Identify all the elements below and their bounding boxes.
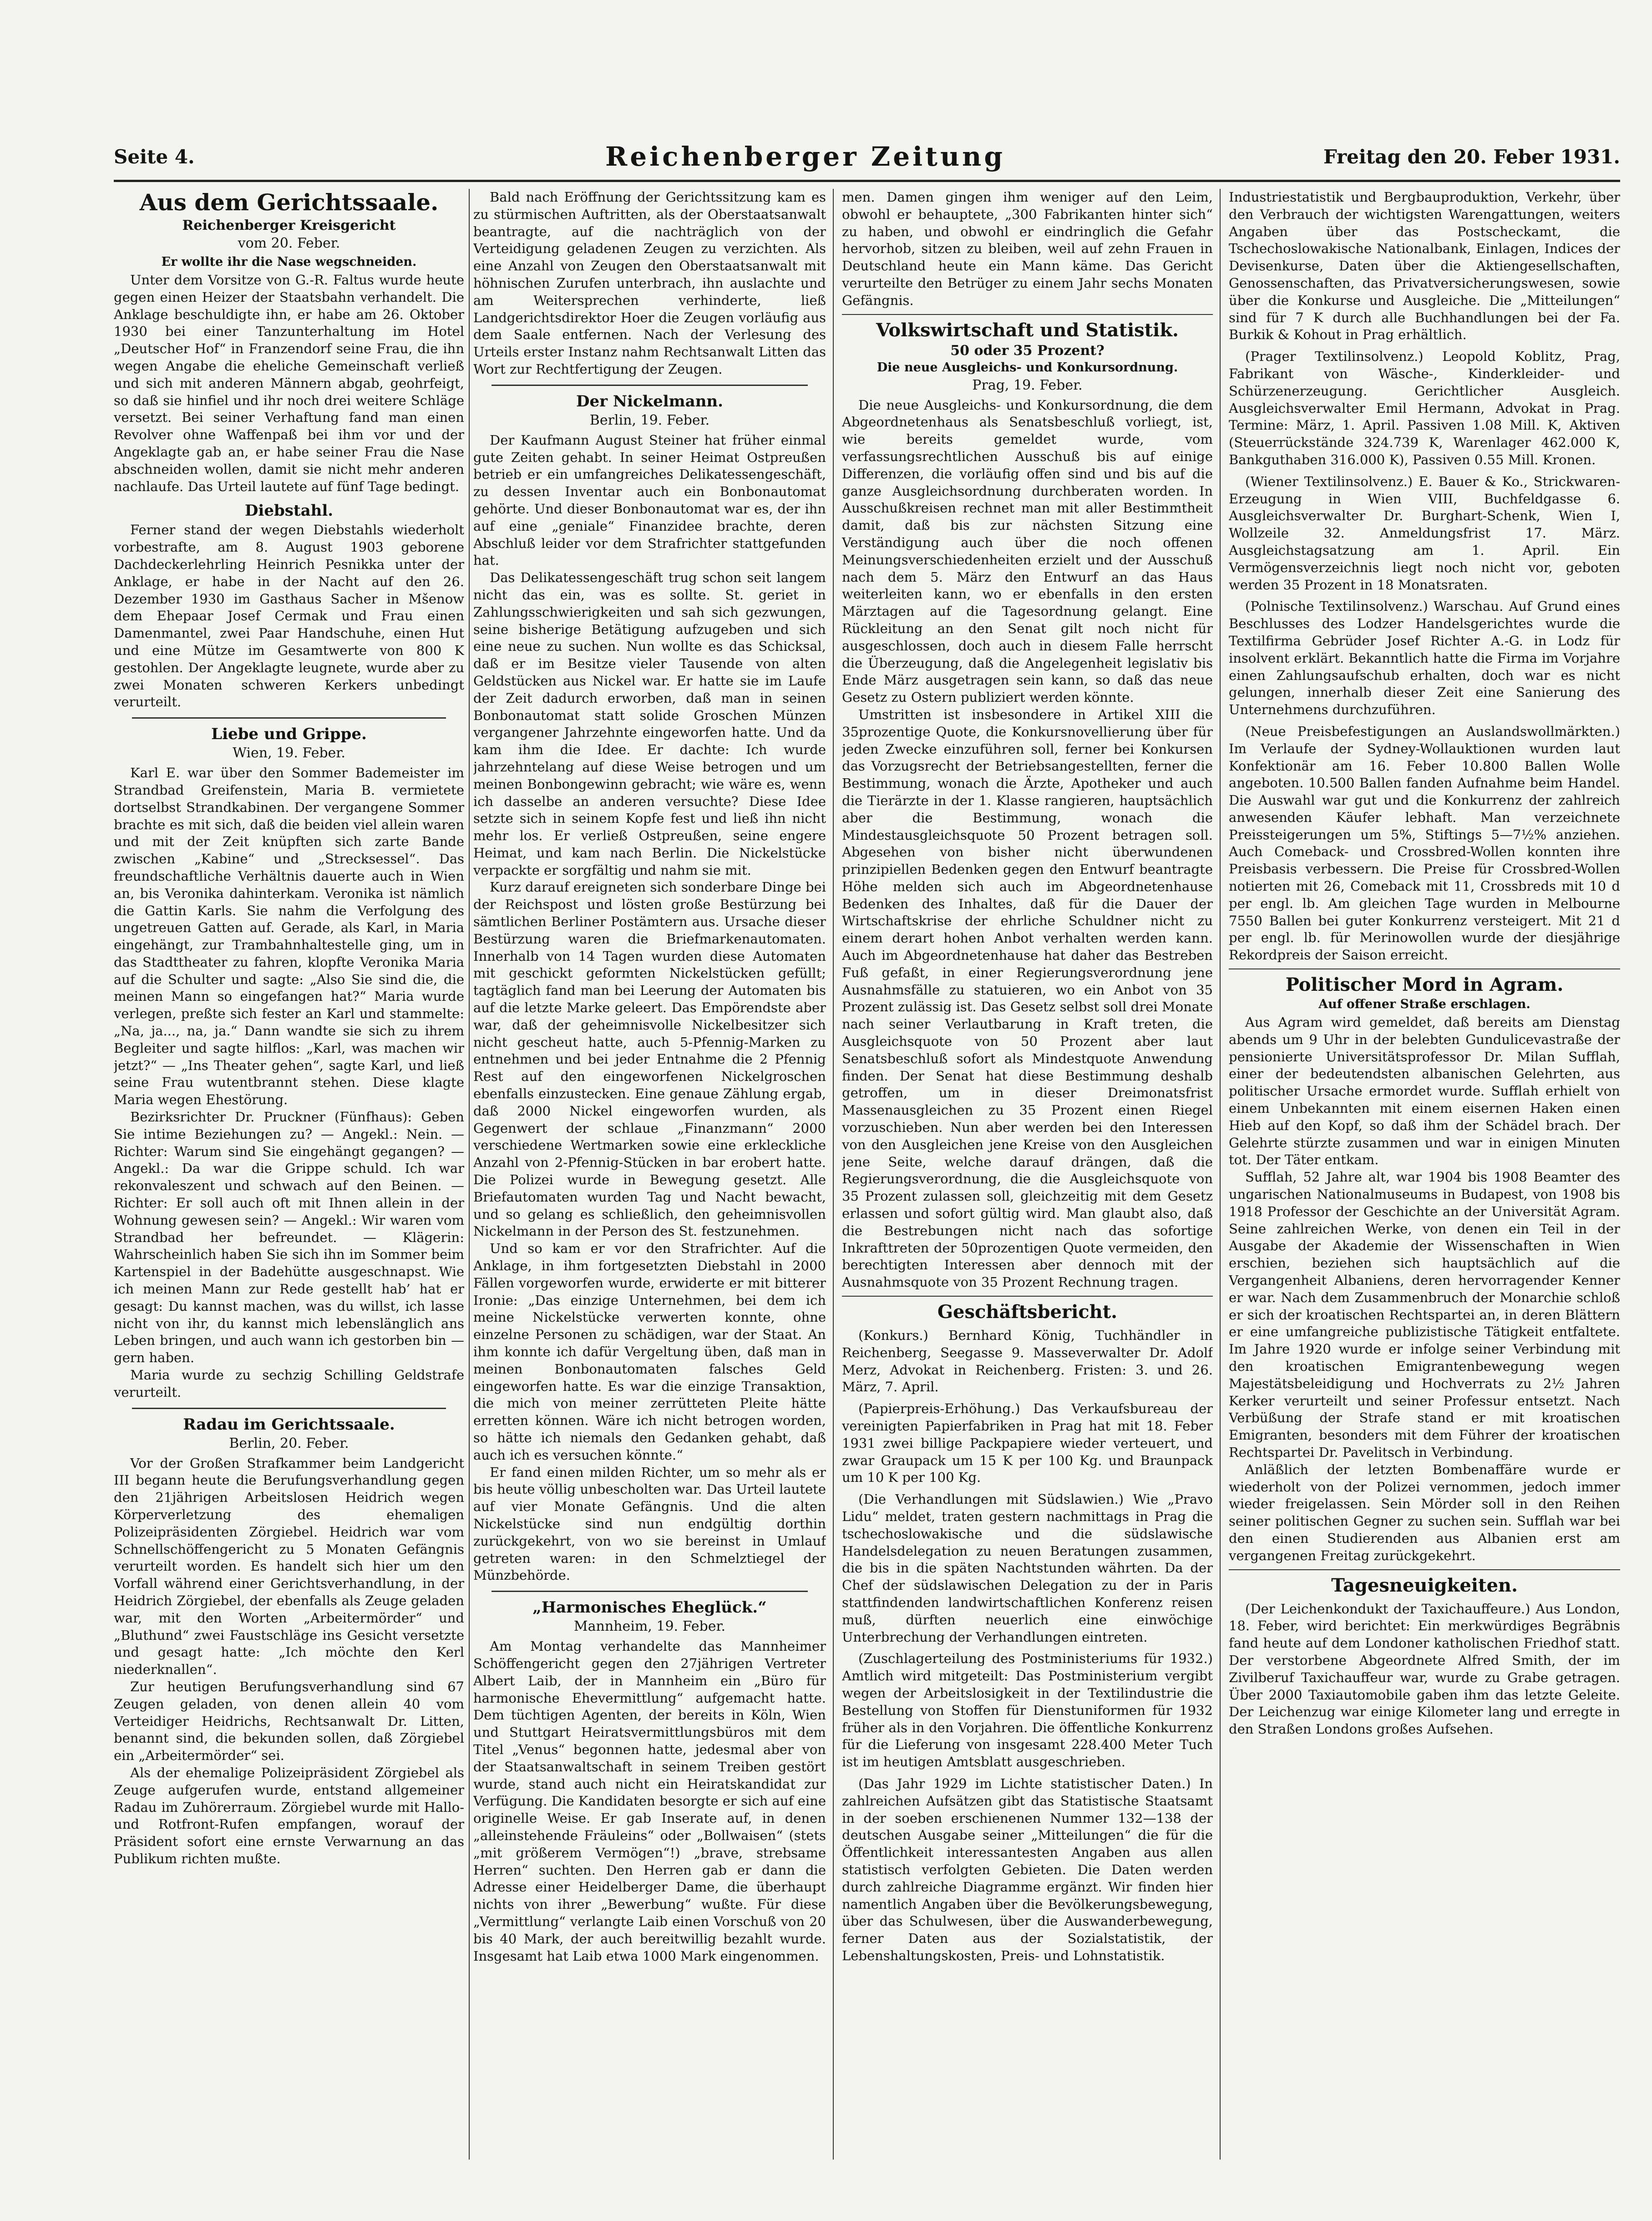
column-rule xyxy=(469,189,470,2160)
section-title: Volkswirtschaft und Statistik. xyxy=(876,319,1179,341)
article-paragraph: Und so kam er vor den Strafrichter. Auf die Anklage, in ihm fortgesetzten Diebstahl in 2000 Fällen vorgeworfen wurde, erwiderte er mit bitterer Ironie: „Das einzige Unternehmen, bei dem ich meine Nickelstücke verwerten konnte, ohne einzelne Personen zu schädigen, war der Staat. An ihm konnte ich dafür Vergeltung üben, daß man in meinen Bonbonautomaten falsches Geld eingeworfen hatte. Es war die einzige Transaktion, die mich von meiner zerrütteten Pleite hätte erretten können. Wäre ich nicht betrogen worden, so hätte ich niemals den Gedanken gehabt, daß auch ich es versuchen könnte.“ xyxy=(473,1241,826,1463)
divider xyxy=(842,1296,1213,1297)
court-title: Reichenberger Kreisgericht xyxy=(182,218,396,233)
article-paragraph: (Die Verhandlungen mit Südslawien.) Wie „Pravo Lidu“ meldet, traten gestern nachmittags in Prag die tschechoslowakische und die südslawische Handelsdelegation zu neuen Beratungen zusammen, die bis in die späten Nachtstunden währten. Da der Chef der südslawischen Delegation zu der in Paris stattfindenden landwirtschaftlichen Konferenz reisen muß, dürften neuerlich eine einwöchige Unterbrechung der Verhandlungen eintreten. xyxy=(842,1491,1213,1645)
article-paragraph: (Neue Preisbefestigungen an Auslandswollmärkten.) Im Verlaufe der Sydney-Wollauktionen wurden laut Konfektionär am 16. Feber 10.800 Ballen Wolle angeboten. 10.500 Ballen fanden Aufnahme beim Handel. Die Auswahl war gut und die Konkurrenz der zahlreich anwesenden Käufer lebhaft. Man verzeichnete Preissteigerungen um 5%, Stiftings 5—7½% anziehen. Auch Comeback- und Crossbred-Wollen konnten ihre Preisbasis verbessern. Die Preise für Crossbred-Wollen notierten mit 26, Comeback mit 11, Crossbreds mit 10 d per engl. lb. Am gleichen Tage wurden in Melbourne 7550 Ballen bei guter Konkurrenz versteigert. Mit 21 d per engl. lb. für Merinowollen wurde der diesjährige Rekordpreis der Saison erreicht. xyxy=(1229,723,1620,963)
article-title: Der Nickelmann. xyxy=(576,392,723,411)
article-paragraph: Die neue Ausgleichs- und Konkursordnung, die dem Abgeordnetenhaus als Senatsbeschluß vorliegt, ist, wie bereits gemeldet wurde, vom verfassungsrechtlichen Ausschuß bis auf einige Differenzen, die vorläufig offen sind und bis auf die ganze Ausgleichsordnung durchberaten worden. In Ausschußkreisen rechnet man mit aller Bestimmtheit damit, daß bis zur nächsten Sitzung eine Verständigung auch über die noch offenen Meinungsverschiedenheiten erzielt und der Ausschuß nach dem 5. März den Entwurf an das Haus weiterleiten kann, wo er ebenfalls in den ersten Märztagen auf die Tagesordnung gelangt. Eine Rückleitung an den Senat gilt noch nicht für ausgeschlossen, doch auch in diesem Falle herrscht die Überzeugung, daß die Angelegenheit legislativ bis Ende März ausgetragen sein kann, so daß das neue Gesetz zu Ostern publiziert werden könnte. xyxy=(842,397,1213,705)
issue-date: Freitag den 20. Feber 1931. xyxy=(1323,146,1620,168)
article-paragraph: Zur heutigen Berufungsverhandlung sind 67 Zeugen geladen, von denen allein 40 vom Verteidiger Heidrichs, Rechtsanwalt Dr. Litten, benannt sind, die bekunden sollen, daß Zörgiebel ein „Arbeitermörder“ sei. xyxy=(114,1678,464,1764)
column-1 xyxy=(114,189,464,2160)
article-title: Er wollte ihr die Nase wegschneiden. xyxy=(161,255,417,269)
article-paragraph: Sufflah, 52 Jahre alt, war 1904 bis 1908 Beamter des ungarischen Nationalmuseums in Budapest, von 1908 bis 1918 Professor der Geschichte an der Universität Agram. Seine zahlreichen Werke, von denen ein Teil in der Ausgabe der Akademie der Wissenschaften in Wien erschien, beziehen sich hauptsächlich auf die Vergangenheit Albaniens, deren hervorragender Kenner er war. Nach dem Zusammenbruch der Monarchie schloß er sich der kroatischen Rechtspartei an, in deren Blättern er eine umfangreiche publizistische Tätigkeit entfaltete. Im Jahre 1920 wurde er infolge seiner Verbindung mit den kroatischen Emigrantenbewegung wegen Majestätsbeleidigung und Hochverrats zu 2½ Jahren Kerker verurteilt und seiner Professur entsetzt. Nach Verbüßung der Strafe stand er mit kroatischen Emigranten, besonders mit dem Führer der kroatischen Rechtspartei Dr. Pavelitsch in Verbindung. xyxy=(1229,1169,1620,1460)
article-paragraph: Unter dem Vorsitze von G.-R. Faltus wurde heute gegen einen Heizer der Staatsbahn verhandelt. Die Anklage beschuldigte ihn, er habe am 26. Oktober 1930 bei einer Tanzunterhaltung im Hotel „Deutscher Hof“ in Franzendorf seine Frau, die ihn wegen Angabe die eheliche Gemeinschaft verließ und sich mit anderen Männern abgab, geohrfeigt, so daß sie hinfiel und ihr noch drei weitere Schläge versetzt. Bei seiner Verhaftung fand man einen Revolver ohne Waffenpaß bei ihm vor und der Angeklagte gab an, er habe seiner Frau die Nase abschneiden wollen, damit sie nicht mehr anderen nachlaufe. Das Urteil lautete auf fünf Tage bedingt. xyxy=(114,272,464,494)
article-paragraph: (Der Leichenkondukt der Taxichauffeure.) Aus London, 18. Feber, wird berichtet: Ein merkwürdiges Begräbnis fand heute auf dem Londoner katholischen Friedhof statt. Der verstorbene Abgeordnete Alfred Smith, der im Zivilberuf Taxichauffeur war, wurde zu Grabe getragen. Über 2000 Taxiautomobile gaben ihm das letzte Geleite. Der Leichenzug war einige Kilometer lang und erregte in den Straßen Londons großes Aufsehen. xyxy=(1229,1601,1620,1737)
article-paragraph: Maria wurde zu sechzig Schilling Geldstrafe verurteilt. xyxy=(114,1367,464,1400)
court-date: vom 20. Feber. xyxy=(238,235,340,251)
dateline: Wien, 19. Feber. xyxy=(233,745,345,761)
article-paragraph: Der Kaufmann August Steiner hat früher einmal gute Zeiten gehabt. In seiner Heimat Ostpreußen betrieb er ein umfangreiches Delikatessengeschäft, zu dessen Inventar auch ein Bonbonautomat gehörte. Und dieser Bonbonautomat war es, der ihn auf eine „geniale“ Finanzidee brachte, deren Abschluß leider vor dem Strafrichter stattgefunden hat. xyxy=(473,432,826,568)
article-paragraph: (Konkurs.) Bernhard König, Tuchhändler in Reichenberg, Seegasse 9. Masseverwalter Dr. Adolf Merz, Advokat in Reichenberg. Fristen: 3. und 26. März, 7. April. xyxy=(842,1328,1213,1395)
section-title: Tagesneuigkeiten. xyxy=(1331,1574,1518,1596)
article-paragraph: Umstritten ist insbesondere in Artikel XIII die 35prozentige Quote, die Konkursnovellierung über für jeden Zwecke einzuführen soll, ferner bei Konkursen das Vorzugsrecht der Betriebsangestellten, ferner die Bestimmung, wonach die Ärzte, Apotheker und auch die Tierärzte in der 1. Klasse rangieren, hauptsächlich aber die Bestimmung, wonach die Mindestausgleichsquote 50 Prozent betragen soll. Abgesehen von bisher nicht überwundenen prinzipiellen Bedenken gegen den Entwurf beantragte Höhe melden sich auch im Abgeordnetenhause Bedenken des Inhaltes, daß für die Dauer der Wirtschaftskrise der ehrliche Schuldner nicht zu einem derart hohen Anbot verhalten werden kann. Auch im Abgeordnetenhause hat daher das Bestreben Fuß gefaßt, in einer Regierungsverordnung jene Ausnahmsfälle zu statuieren, wo ein Anbot von 35 Prozent zulässig ist. Das Gesetz selbst soll drei Monate nach seiner Verlautbarung in Kraft treten, die Ausgleichsquote von 50 Prozent aber laut Senatsbeschluß sofort als Mindestquote Anwendung finden. Der Senat hat diese Bestimmung deshalb getroffen, um in dieser Dreimonatsfrist Massenausgleichen zu 35 Prozent einen Riegel vorzuschieben. Nun aber werden bei den Interessen von den Ausgleichen jene Kreise von den Ausgleichen jene Seite, welche darauf drängen, daß die Regierungsverordnung, die die Ausgleichsquote von 35 Prozent zulassen soll, gleichzeitig mit dem Gesetz erlassen und sofort gültig wird. Man glaubt also, daß die Bestrebungen nicht nach das sofortige Inkrafttreten der 50prozentigen Quote vermeiden, den berechtigten Interessen aber dennoch mit der Ausnahmsquote von 35 Prozent Rechnung tragen. xyxy=(842,706,1213,1290)
divider xyxy=(1229,1569,1620,1570)
column-3 xyxy=(842,189,1213,2160)
article-paragraph: Ferner stand der wegen Diebstahls wiederholt vorbestrafte, am 8. August 1903 geborene Dachdeckerlehrling Heinrich Pesnikka unter der Anklage, er habe in der Nacht auf den 26. Dezember 1930 im Gasthaus Sacher in Mšenow dem Ehepaar Josef Cermak und Frau einen Damenmantel, zwei Paar Handschuhe, einen Hut und eine Mütze im Gesamtwerte von 800 K gestohlen. Der Angeklagte leugnete, wurde aber zu zwei Monaten schweren Kerkers unbedingt verurteilt. xyxy=(114,522,464,710)
dateline: Prag, 19. Feber. xyxy=(972,377,1083,393)
article-paragraph: (Papierpreis-Erhöhung.) Das Verkaufsbureau der vereinigten Papierfabriken in Prag hat mit 18. Feber 1931 zwei billige Packpapiere wieder verteuert, und zwar Graupack um 15 K per 100 Kg. und Braunpack um 10 K per 100 Kg. xyxy=(842,1401,1213,1486)
article-paragraph: (Zuschlagerteilung des Postministeriums für 1932.) Amtlich wird mitgeteilt: Das Postministerium vergibt wegen der Arbeitslosigkeit in der Textilindustrie die Bestellung von Stoffen für Dienstuniformen für 1932 früher als in den Vorjahren. Die öffentliche Konkurrenz für die Lieferung von insgesamt 228.400 Meter Tuch ist im heutigen Amtsblatt ausgeschrieben. xyxy=(842,1651,1213,1770)
article-paragraph: Das Delikatessengeschäft trug schon seit langem nicht das ein, was es sollte. St. geriet in Zahlungsschwierigkeiten und sah sich gezwungen, seine bisherige Betätigung aufzugeben und sich eine neue zu suchen. Nun wollte es das Schicksal, daß er im Besitze vieler Tausende von alten Geldstücken aus Nickel war. Er hatte sie im Laufe der Zeit dadurch erworben, daß man in seinen Bonbonautomat statt solide Groschen Münzen vergangener Jahrzehnte eingeworfen hatte. Und da kam ihm die Idee. Er dachte: Ich wurde jahrzehntelang auf diese Weise betrogen und um meinen Bonbongewinn gebracht; wie wäre es, wenn ich dasselbe an anderen versuchte? Diese Idee setzte sich in seinem Kopfe fest und ließ ihn nicht mehr los. Er verließ Ostpreußen, seine engere Heimat, und kam nach Berlin. Die Nickelstücke verpackte er sorgfältig und nahm sie mit. xyxy=(473,570,826,878)
divider xyxy=(132,717,446,719)
dateline: Berlin, 20. Feber. xyxy=(229,1435,349,1451)
article-title: Liebe und Grippe. xyxy=(211,725,367,744)
article-title: Diebstahl. xyxy=(244,502,334,520)
article-paragraph: Kurz darauf ereigneten sich sonderbare Dinge bei der Reichspost und lösten große Bestürzung bei sämtlichen Berliner Postämtern aus. Ursache dieser Bestürzung waren die Briefmarkenautomaten. Innerhalb von 14 Tagen wurden diese Automaten mit geschickt geformten Nickelstücken gefüllt; tagtäglich fand man bei Leerung der Automaten bis auf die letzte Marke geleert. Das Empörendste aber war, daß der geheimnisvolle Nickelbesitzer sich nicht gescheut hatte, auch 5-Pfennig-Marken zu entnehmen und bei jeder Entnahme die 2 Pfennig Rest auf den eingeworfenen Nickelgroschen ebenfalls einzustecken. Eine genaue Zählung ergab, daß 2000 Nickel eingeworfen wurden, als Gegenwert der schlaue „Finanzmann“ 2000 verschiedene Wertmarken sowie eine erkleckliche Anzahl von 2-Pfennig-Stücken in bar erobert hatte. Die Polizei wurde in Bewegung gesetzt. Alle Briefautomaten wurden Tag und Nacht bewacht, und so gelang es schließlich, den geheimnisvollen Nickelmann in der Person des St. festzunehmen. xyxy=(473,879,826,1239)
header-rule xyxy=(114,180,1620,182)
column-rule xyxy=(833,189,834,2160)
article-title: „Harmonisches Eheglück.“ xyxy=(532,1598,767,1617)
article-paragraph: Am Montag verhandelte das Mannheimer Schöffengericht gegen den 27jährigen Vertreter Albert Laib, der in Mannheim ein „Büro für harmonische Ehevermittlung“ aufgemacht hatte. Dem tüchtigen Agenten, der bereits in Köln, Wien und Stuttgart Heiratsvermittlungsbüros mit dem Titel „Venus“ begonnen hatte, jedesmal aber von der Staatsanwaltschaft in seinem Treiben gestört wurde, stand auch nicht ein Heiratskandidat zur Verfügung. Die Kandidaten besorgte er sich auf eine originelle Weise. Er gab Inserate auf, in denen „alleinstehende Fräuleins“ oder „Bollwaisen“ (stets „mit größerem Vermögen“!) „brave, strebsame Herren“ suchten. Den Herren gab er dann die Adresse einer Heidelberger Dame, die überhaupt nichts von ihrer „Bewerbung“ wußte. Für diese „Vermittlung“ verlangte Laib einen Vorschuß von 20 bis 40 Mark, der auch bereitwillig bezahlt wurde. Insgesamt hat Laib etwa 1000 Mark eingenommen. xyxy=(473,1638,826,1964)
divider xyxy=(492,1591,808,1592)
divider xyxy=(842,314,1213,315)
column-rule xyxy=(1220,189,1221,2160)
article-paragraph: Vor der Großen Strafkammer beim Landgericht III begann heute die Berufungsverhandlung gegen den 21jährigen Arbeitslosen Heidrich wegen Körperverletzung des ehemaligen Polizeipräsidenten Zörgiebel. Heidrich war vom Schnellschöffengericht zu 5 Monaten Gefängnis verurteilt worden. Es handelt sich hier um den Vorfall während einer Gerichtsverhandlung, in der Heidrich Zörgiebel, der ebenfalls als Zeuge geladen war, mit den Worten „Arbeitermörder“ und „Bluthund“ zwei Faustschläge ins Gesicht versetzte und gesagt hatte: „Ich möchte den Kerl niederknallen“. xyxy=(114,1455,464,1678)
article-subtitle: Die neue Ausgleichs- und Konkursordnung. xyxy=(877,360,1178,375)
article-paragraph: Als der ehemalige Polizeipräsident Zörgiebel als Zeuge aufgerufen wurde, entstand allgemeiner Radau im Zuhörerraum. Zörgiebel wurde mit Hallo- und Rotfront-Rufen empfangen, worauf der Präsident sofort eine ernste Verwarnung an das Publikum richten mußte. xyxy=(114,1765,464,1866)
article-paragraph: (Prager Textilinsolvenz.) Leopold Koblitz, Prag, Fabrikant von Wäsche-, Kinderkleider- und Schürzenerzeugung. Gerichtlicher Ausgleich. Ausgleichsverwalter Emil Hermann, Advokat in Prag. Termine: März, 1. April. Passiven 1.08 Mill. K, Aktiven (Steuerrückstände 324.739 K, Warenlager 462.000 K, Bankguthaben 316.000 K), Passiven 0.55 Mill. Kronen. xyxy=(1229,349,1620,467)
article-title: Politischer Mord in Agram. xyxy=(1285,974,1564,996)
article-paragraph: Industriestatistik und Bergbauproduktion, Verkehr, über den Verbrauch der wichtigsten Warengattungen, weiters Angaben über das Postscheckamt, die Tschechoslowakische Nationalbank, Einlagen, Indices der Devisenkurse, Daten über die Aktiengesellschaften, Genossenschaften, das Privatversicherungswesen, sowie über die Konkurse und Ausgleiche. Die „Mitteilungen“ sind für 7 K durch alle Buchhandlungen bei der Fa. Burkik & Kohout in Prag erhältlich. xyxy=(1229,189,1620,343)
section-title: Aus dem Gerichtssaale. xyxy=(139,189,439,216)
article-paragraph: Bald nach Eröffnung der Gerichtssitzung kam es zu stürmischen Auftritten, als der Oberstaatsanwalt beantragte, auf die nachträglich von der Verteidigung geladenen Zeugen zu verzichten. Als eine Anzahl von Zeugen den Oberstaatsanwalt mit höhnischen Zurufen unterbrach, ihn auslachte und am Weitersprechen verhinderte, ließ Landgerichtsdirektor Hoer die Zeugen vorläufig aus dem Saale entfernen. Nach der Verlesung des Urteils erster Instanz nahm Rechtsanwalt Litten das Wort zur Rechtfertigung der Zeugen. xyxy=(473,189,826,377)
column-2 xyxy=(473,189,826,2160)
divider xyxy=(492,385,808,386)
article-title: Radau im Gerichtssaale. xyxy=(183,1415,395,1434)
dateline: Berlin, 19. Feber. xyxy=(589,412,710,428)
article-paragraph: Bezirksrichter Dr. Pruckner (Fünfhaus): Geben Sie intime Beziehungen zu? — Angekl.: Nein. — Richter: Warum sind Sie eingehängt gegangen? — Angekl.: Da war die Grippe schuld. Ich war rekonvaleszent und schwach auf den Beinen. — Richter: Er soll auch oft mit Ihnen allein in der Wohnung gewesen sein? — Angekl.: Wir waren vom Strandbad her befreundet. — Klägerin: Wahrscheinlich haben Sie sich ihn im Sommer beim Kartenspiel in der Badehütte ausgeschnapst. Wie ich meinen Mann zur Rede gestellt hab’ hat er gesagt: Du kannst machen, was du willst, ich lasse nicht von ihr, du kannst mich lebenslänglich ans Leben bringen, und auch wann ich gestorben bin — gern haben. xyxy=(114,1109,464,1366)
section-title: Geschäftsbericht. xyxy=(937,1301,1118,1323)
dateline: Mannheim, 19. Feber. xyxy=(573,1618,726,1635)
column-4 xyxy=(1229,189,1620,2160)
article-paragraph: Anläßlich der letzten Bombenaffäre wurde er wiederholt von der Polizei vernommen, jedoch immer wieder freigelassen. Sein Mörder soll in den Reihen seiner politischen Gegner zu suchen sein. Sufflah war bei den einen Studierenden aus Albanien erst am vergangenen Freitag zurückgekehrt. xyxy=(1229,1461,1620,1563)
page-number: Seite 4. xyxy=(114,146,195,168)
masthead: Reichenberger Zeitung xyxy=(605,141,1005,172)
divider xyxy=(132,1408,446,1409)
article-paragraph: Aus Agram wird gemeldet, daß bereits am Dienstag abends um 9 Uhr in der belebten Gundulicevastraße der pensionierte Universitätsprofessor Dr. Milan Sufflah, einer der bedeutendsten albanischen Gelehrten, aus politischer Ursache ermordet wurde. Sufflah erhielt von einem Unbekannten mit einem eisernen Haken einen Hieb auf den Kopf, so daß ihm der Schädel brach. Der Gelehrte stürzte zusammen und war in einigen Minuten tot. Der Täter entkam. xyxy=(1229,1014,1620,1168)
article-paragraph: (Polnische Textilinsolvenz.) Warschau. Auf Grund eines Beschlusses des Lodzer Handelsgerichtes wurde die Textilfirma Gebrüder Josef Richter A.-G. in Lodz für insolvent erklärt. Bekanntlich hatte die Firma im Vorjahre einen Zahlungsaufschub erhalten, doch war es nicht gelungen, innerhalb dieser Zeit eine Sanierung des Unternehmens durchzuführen. xyxy=(1229,598,1620,718)
article-title: 50 oder 35 Prozent? xyxy=(950,342,1105,359)
article-paragraph: Karl E. war über den Sommer Bademeister im Strandbad Greifenstein, Maria B. vermietete dortselbst Strandkabinen. Der vergangene Sommer brachte es mit sich, daß die beiden viel allein waren und mit der Zeit knüpften sich zarte Bande zwischen „Kabine“ und „Strecksessel“. Das freundschaftliche Verhältnis dauerte auch in Wien an, bis Veronika dahinterkam. Veronika ist nämlich die Gattin Karls. Sie nahm die Verfolgung des ungetreuen Gatten auf. Gerade, als Karl, in Maria eingehängt, zur Trambahnhaltestelle ging, um in das Stadttheater zu fahren, klopfte Veronika Maria auf die Schulter und sagte: „Also Sie sind die, die meinen Mann so eingefangen hat?“ Maria wurde verlegen, preßte sich fester an Karl und stammelte: „Na, ja..., na, ja.“ Dann wandte sie sich zu ihrem Begleiter und sagte hilflos: „Karl, was machen wir jetzt?“ — „Ins Theater gehen“, sagte Karl, und ließ seine Frau wutentbrannt stehen. Diese klagte Maria wegen Ehestörung. xyxy=(114,765,464,1108)
article-paragraph: men. Damen gingen ihm weniger auf den Leim, obwohl er behauptete, „300 Fabrikanten hinter sich“ zu haben, und obwohl er eindringlich die Gefahr hervorhob, sitzen zu bleiben, weil auf zehn Frauen in Deutschland heute ein Mann käme. Das Gericht verurteilte den Betrüger zu einem Jahr sechs Monaten Gefängnis. xyxy=(842,189,1213,308)
page-header xyxy=(114,137,1620,177)
article-paragraph: (Wiener Textilinsolvenz.) E. Bauer & Ko., Strickwaren-Erzeugung in Wien VIII, Buchfeldgasse 6. Ausgleichsverwalter Dr. Burghart-Schenk, Wien I, Wollzeile 32. Anmeldungsfrist 17. März. Ausgleichstagsatzung am 1. April. Ein Vermögensverzeichnis liegt noch nicht vor, geboten werden 35 Prozent in 18 Monatsraten. xyxy=(1229,473,1620,593)
article-subtitle: Auf offener Straße erschlagen. xyxy=(1318,997,1530,1012)
article-paragraph: (Das Jahr 1929 im Lichte statistischer Daten.) In zahlreichen Aufsätzen gibt das Statistische Staatsamt in der soeben erschienenen Nummer 132—138 der deutschen Ausgabe seiner „Mitteilungen“ die für die Öffentlichkeit interessantesten Angaben aus allen statistisch verfolgten Gebieten. Die Daten werden durch zahlreiche Diagramme ergänzt. Wir finden hier namentlich Angaben über die Bevölkerungsbewegung, über das Schulwesen, über die Auswanderbewegung, ferner Daten aus der Sozialstatistik, der Lebenshaltungskosten, Preis- und Lohnstatistik. xyxy=(842,1775,1213,1963)
article-paragraph: Er fand einen milden Richter, um so mehr als er bis heute völlig unbescholten war. Das Urteil lautete auf vier Monate Gefängnis. Und die alten Nickelstücke sind nun endgültig dorthin zurückgekehrt, von wo sie bereinst in Umlauf getreten waren: in den Schmelztiegel der Münzbehörde. xyxy=(473,1464,826,1583)
